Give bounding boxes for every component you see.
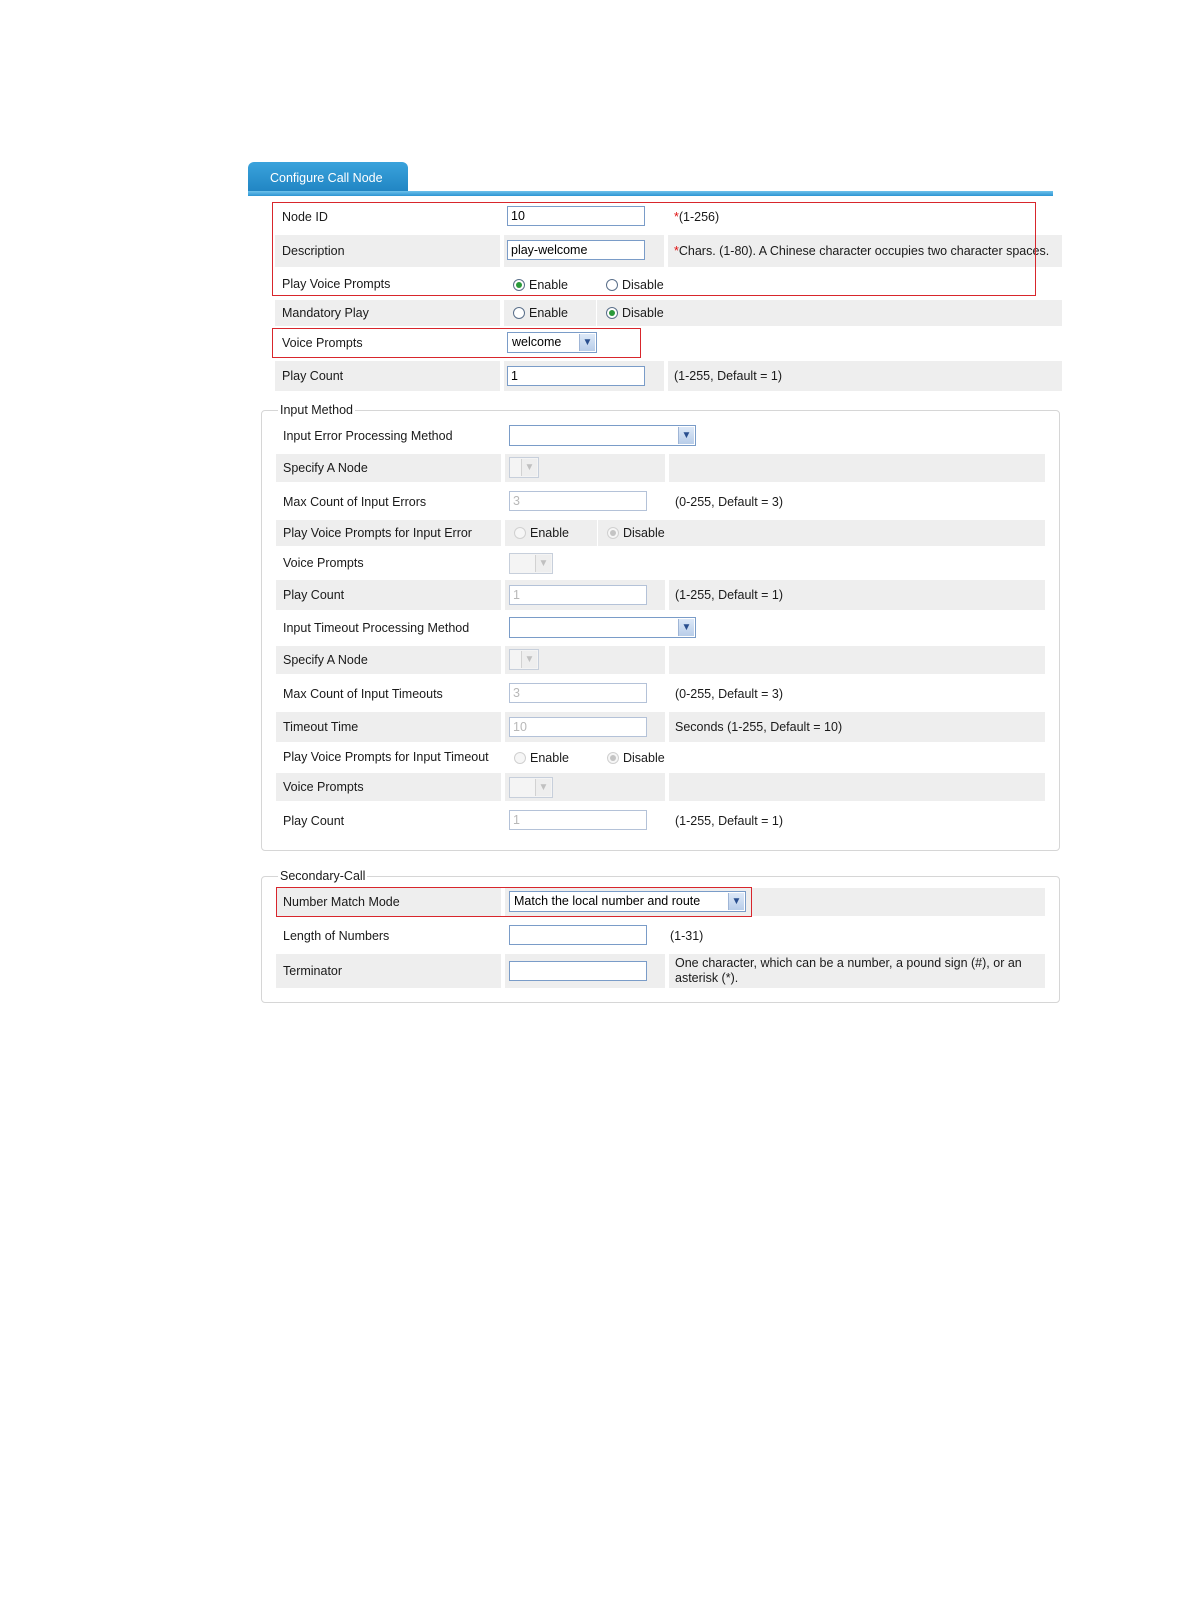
length-of-numbers-hint: (1-31) <box>670 928 704 943</box>
row-description <box>275 235 1062 267</box>
max-input-errors-input[interactable]: 3 <box>509 491 647 511</box>
chevron-down-icon: ▼ <box>521 651 537 668</box>
chevron-down-icon: ▼ <box>535 779 551 796</box>
radio-checked-icon <box>606 307 618 319</box>
mandatory-play-disable-radio[interactable]: Disable <box>606 306 664 320</box>
radio-unchecked-icon <box>606 279 618 291</box>
play-count-2-hint: (1-255, Default = 1) <box>675 813 784 828</box>
input-timeout-method-select[interactable] <box>509 617 696 638</box>
radio-checked-icon <box>607 527 619 539</box>
specify-node-1-select[interactable] <box>509 457 539 478</box>
row-input-error-method <box>276 421 1045 451</box>
row-play-count-2 <box>276 806 1045 836</box>
row-voice-prompts-2 <box>276 773 1045 801</box>
row-max-input-errors <box>276 487 1045 517</box>
play-voice-prompts-enable-radio[interactable]: Enable <box>513 278 568 292</box>
row-input-timeout-method <box>276 613 1045 643</box>
radio-checked-icon <box>513 279 525 291</box>
row-voice-prompts-1 <box>276 549 1045 577</box>
max-input-timeouts-label: Max Count of Input Timeouts <box>283 687 443 701</box>
radio-unchecked-icon <box>514 527 526 539</box>
play-prompts-error-label: Play Voice Prompts for Input Error <box>276 520 501 546</box>
input-timeout-method-label: Input Timeout Processing Method <box>283 621 470 635</box>
number-match-mode-label: Number Match Mode <box>276 888 501 916</box>
tab-underline <box>248 191 1053 196</box>
row-terminator <box>276 954 1045 988</box>
chevron-down-icon: ▼ <box>728 893 744 910</box>
play-count-2-label: Play Count <box>283 814 345 828</box>
tab-configure-call-node[interactable]: Configure Call Node <box>248 162 408 193</box>
description-input[interactable]: play-welcome <box>507 240 645 260</box>
play-count-input[interactable]: 1 <box>507 366 645 386</box>
terminator-input[interactable] <box>509 961 647 981</box>
play-count-hint: (1-255, Default = 1) <box>668 361 1062 391</box>
chevron-down-icon: ▼ <box>579 334 595 351</box>
voice-prompts-1-select[interactable] <box>509 553 553 574</box>
play-count-label: Play Count <box>275 361 500 391</box>
radio-checked-icon <box>607 752 619 764</box>
play-prompts-timeout-disable-radio[interactable]: Disable <box>607 751 665 765</box>
radio-unchecked-icon <box>514 752 526 764</box>
terminator-hint: One character, which can be a number, a pound sign (#), or an asterisk (*). <box>669 954 1045 988</box>
voice-prompts-select[interactable]: welcome ▼ <box>507 332 597 353</box>
play-count-2-input[interactable]: 1 <box>509 810 647 830</box>
play-voice-prompts-disable-radio[interactable]: Disable <box>606 278 664 292</box>
row-play-count <box>275 361 1062 391</box>
node-id-label: Node ID <box>282 210 328 224</box>
play-count-1-input[interactable]: 1 <box>509 585 647 605</box>
row-length-of-numbers <box>276 921 1045 951</box>
row-timeout-time <box>276 712 1045 742</box>
play-count-1-label: Play Count <box>276 580 501 610</box>
radio-unchecked-icon <box>513 307 525 319</box>
chevron-down-icon: ▼ <box>678 619 694 636</box>
voice-prompts-1-label: Voice Prompts <box>283 556 364 570</box>
max-input-errors-label: Max Count of Input Errors <box>283 495 427 509</box>
specify-node-1-label: Specify A Node <box>276 454 501 482</box>
length-of-numbers-label: Length of Numbers <box>283 929 390 943</box>
play-prompts-timeout-label: Play Voice Prompts for Input Timeout <box>283 750 489 764</box>
input-method-legend: Input Method <box>280 403 353 417</box>
chevron-down-icon: ▼ <box>678 427 694 444</box>
mandatory-play-enable-radio[interactable]: Enable <box>513 306 568 320</box>
timeout-time-input[interactable]: 10 <box>509 717 647 737</box>
secondary-call-legend: Secondary-Call <box>280 869 366 883</box>
play-prompts-error-disable-radio[interactable]: Disable <box>607 526 665 540</box>
chevron-down-icon: ▼ <box>521 459 537 476</box>
play-count-1-hint: (1-255, Default = 1) <box>669 580 1045 610</box>
length-of-numbers-input[interactable] <box>509 925 647 945</box>
mandatory-play-label: Mandatory Play <box>275 300 500 326</box>
row-node-id <box>275 203 1062 231</box>
number-match-mode-select[interactable]: Match the local number and route ▼ <box>509 891 746 912</box>
row-mandatory-play <box>275 300 1062 326</box>
row-max-input-timeouts <box>276 679 1045 709</box>
max-input-timeouts-input[interactable]: 3 <box>509 683 647 703</box>
row-voice-prompts <box>275 329 1062 357</box>
row-play-prompts-timeout <box>276 744 1045 770</box>
voice-prompts-label: Voice Prompts <box>282 336 363 350</box>
specify-node-2-select[interactable] <box>509 649 539 670</box>
play-voice-prompts-label: Play Voice Prompts <box>282 277 391 291</box>
terminator-label: Terminator <box>276 954 501 988</box>
play-prompts-timeout-enable-radio[interactable]: Enable <box>514 751 569 765</box>
voice-prompts-2-select[interactable] <box>509 777 553 798</box>
row-specify-node-1 <box>276 454 1045 482</box>
description-hint: *Chars. (1-80). A Chinese character occupies two character spaces. <box>668 235 1062 267</box>
max-input-timeouts-hint: (0-255, Default = 3) <box>675 686 784 701</box>
voice-prompts-2-label: Voice Prompts <box>276 773 501 801</box>
node-id-hint: * (1-256) <box>674 209 720 224</box>
input-error-method-select[interactable] <box>509 425 696 446</box>
specify-node-2-label: Specify A Node <box>276 646 501 674</box>
row-play-count-1 <box>276 580 1045 610</box>
chevron-down-icon: ▼ <box>535 555 551 572</box>
timeout-time-hint: Seconds (1-255, Default = 10) <box>669 712 1045 742</box>
row-specify-node-2 <box>276 646 1045 674</box>
row-play-prompts-error <box>276 520 1045 546</box>
row-play-voice-prompts <box>275 271 1062 297</box>
max-input-errors-hint: (0-255, Default = 3) <box>675 494 784 509</box>
row-number-match-mode <box>276 888 1045 916</box>
input-error-method-label: Input Error Processing Method <box>283 429 453 443</box>
description-label: Description <box>275 235 500 267</box>
play-prompts-error-enable-radio[interactable]: Enable <box>514 526 569 540</box>
timeout-time-label: Timeout Time <box>276 712 501 742</box>
node-id-input[interactable]: 10 <box>507 206 645 226</box>
